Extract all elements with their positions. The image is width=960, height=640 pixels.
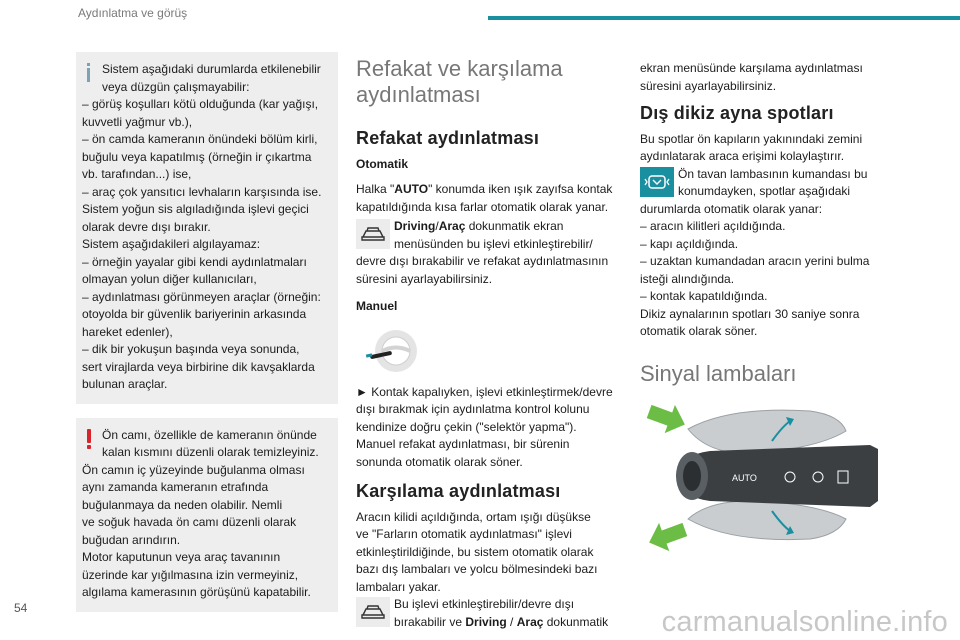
- text-line: durumlarda otomatik olarak yanar:: [640, 201, 823, 216]
- text-line: ve "Farların otomatik aydınlatması" işlevi: [356, 527, 572, 541]
- info-note-line: – dik bir yokuşun başında veya sonunda,: [82, 342, 300, 356]
- text-line: aydınlatarak araca erişimi kolaylaştırır.: [640, 149, 845, 163]
- info-note-line: bulunan araçlar.: [82, 377, 168, 391]
- warning-note-line: Motor kaputunun veya araç tavanının: [82, 550, 281, 564]
- text-line: – kontak kapatıldığında.: [640, 289, 768, 303]
- car-icon: [356, 219, 390, 249]
- text-line: sonunda otomatik olarak söner.: [356, 454, 523, 469]
- info-note-line: – görüş koşulları kötü olduğunda (kar yağışı,: [82, 97, 319, 111]
- text-line: ekran menüsünde karşılama aydınlatması: [640, 61, 863, 75]
- column-2: [356, 52, 622, 631]
- text-line: Dikiz aynalarının spotları 30 saniye sonra: [640, 306, 860, 321]
- warning-note-line: algılama kamerasının görüşünü kapatabilir.: [82, 585, 311, 599]
- warning-note-line: Ön camın iç yüzeyinde buğulanma olması: [82, 462, 305, 477]
- warning-note-line: buğudan arındırın.: [82, 532, 181, 547]
- stalk-auto-label: AUTO: [732, 472, 757, 483]
- text-line: otomatik olarak söner.: [640, 324, 758, 338]
- text-line: kendinize doğru çekin ("selektör yapma").: [356, 419, 577, 434]
- info-note-line: hareket edenler),: [82, 324, 173, 339]
- touchscreen-note: [356, 218, 622, 253]
- column-1: [76, 52, 338, 626]
- section-title-line: aydınlatması: [356, 82, 481, 107]
- warning-note-line: üzerinde kar yığılmasına izin vermeyiniz,: [82, 567, 299, 582]
- watermark: carmanualsonline.info: [661, 606, 948, 638]
- info-note-line: olarak devre dışı bırakır.: [82, 219, 211, 234]
- karsilama-paragraph: [356, 509, 622, 597]
- text-line: Ön tavan lambasının kumandası bu: [678, 166, 868, 181]
- driving-keyword: Driving: [394, 219, 436, 233]
- info-note-line: Sistem yoğun sis algıladığında işlevi geçici: [82, 202, 309, 216]
- text-run: dokunmatik ekran: [465, 219, 564, 233]
- refakat-heading: Refakat aydınlatması: [356, 128, 540, 148]
- text-line: süresini ayarlayabilirsiniz.: [640, 78, 777, 93]
- text-run: bırakabilir ve: [394, 614, 466, 629]
- otomatik-label: Otomatik: [356, 156, 409, 171]
- text-line: etkinleştirildiğinde, bu sistem otomatik olarak: [356, 544, 594, 559]
- text-line: Bu işlevi etkinleştirebilir/devre dışı: [394, 597, 575, 611]
- manuel-label: Manuel: [356, 299, 398, 313]
- text-line: Manuel refakat aydınlatması, bir sürenin: [356, 437, 570, 451]
- text-line: – uzaktan kumandadan aracın yerini bulma: [640, 254, 870, 268]
- steering-wheel-icon: [362, 324, 422, 380]
- auto-paragraph: [356, 181, 622, 216]
- info-note-line: buğulu veya kapatılmış (örneğin ir çıkartma: [82, 149, 312, 164]
- text-line: Aracın kilidi açıldığında, ortam ışığı düşükse: [356, 509, 591, 524]
- text-line: lambaları yakar.: [356, 579, 441, 594]
- manual-paragraph: [356, 384, 622, 472]
- text-run: /: [506, 614, 517, 629]
- turn-signal-stalk-illustration: [640, 401, 880, 561]
- info-note-lead: veya düzgün çalışmayabilir:: [102, 79, 250, 94]
- arac-keyword: Araç: [516, 614, 544, 629]
- continued-paragraph: [640, 60, 880, 95]
- info-note-line: kuvvetli yağmur vb.),: [82, 114, 193, 129]
- section-title: [356, 56, 622, 108]
- car-icon: [356, 597, 390, 627]
- info-note-line: – araç çok yansıtıcı levhaların karşısında ise.: [82, 184, 322, 199]
- info-note-line: sert virajlarda veya birbirine dik kavşaklarda: [82, 359, 315, 374]
- header-section-title: Aydınlatma ve görüş: [78, 6, 188, 20]
- roof-lamp-note: [640, 166, 880, 201]
- info-note: [76, 52, 338, 404]
- text-line: isteği alındığında.: [640, 271, 735, 286]
- auto-keyword: AUTO: [394, 182, 429, 196]
- text-run: dokunmatik: [543, 614, 609, 629]
- dis-dikiz-intro: [640, 131, 880, 166]
- warning-note-lead: kalan kısmını düzenli olarak temizleyiniz.: [102, 445, 319, 459]
- info-note-line: otoyolda bir güvenlik bariyerinin arkasında: [82, 307, 307, 321]
- info-note-line: – örneğin yayalar gibi kendi aydınlatmaları: [82, 254, 307, 269]
- text-line: bazı dış lambaları ve yolcu bölmesindeki bazı: [356, 562, 598, 576]
- driving-keyword: Driving: [465, 614, 507, 629]
- arac-keyword: Araç: [438, 219, 466, 233]
- info-note-lead: Sistem aşağıdaki durumlarda etkilenebilir: [102, 62, 321, 76]
- info-note-line: – ön camda kameranın önündeki bölüm kirli,: [82, 132, 318, 146]
- header-accent-bar: [488, 16, 960, 20]
- info-note-line: Sistem aşağıdakileri algılayamaz:: [82, 237, 261, 251]
- text-line: kapatıldığında kısa farlar otomatik olarak yanar.: [356, 199, 609, 214]
- page-number: 54: [14, 601, 28, 615]
- warning-note-lead: Ön camı, özellikle de kameranın önünde: [102, 427, 317, 442]
- text-line: konumdayken, spotlar aşağıdaki: [678, 184, 851, 198]
- text-line: Bu spotlar ön kapıların yakınındaki zemini: [640, 131, 863, 146]
- arrow-down-left-icon: [644, 515, 690, 556]
- warning-note-line: buğulanmaya da neden olabilir. Nemli: [82, 497, 283, 512]
- text-line: süresini ayarlayabilirsiniz.: [356, 271, 493, 286]
- sinyal-heading: Sinyal lambaları: [640, 360, 797, 386]
- column-3: [640, 52, 880, 561]
- roof-lamp-icon: [640, 167, 674, 197]
- info-note-line: – aydınlatması görünmeyen araçlar (örneğin:: [82, 289, 321, 304]
- warning-note-line: ve soğuk havada ön camı düzenli olarak: [82, 515, 297, 529]
- text-run: Halka ": [356, 182, 395, 196]
- info-note-line: vb. tarafından...) ise,: [82, 167, 192, 181]
- karsilama-heading: Karşılama aydınlatması: [356, 481, 561, 501]
- text-line: dışı bırakmak için aydınlatma kontrol kolunu: [356, 402, 590, 416]
- text-run: /: [435, 219, 439, 233]
- touchscreen-note-2: [356, 596, 622, 631]
- arrow-up-right-icon: [644, 401, 690, 439]
- text-line: devre dışı bırakabilir ve refakat aydınlatmasının: [356, 254, 609, 268]
- info-note-line: olmayan yolun diğer kullanıcıları,: [82, 272, 257, 286]
- text-run: " konumda iken ışık zayıfsa kontak: [428, 182, 613, 196]
- dis-dikiz-heading: Dış dikiz ayna spotları: [640, 103, 834, 123]
- text-line: ► Kontak kapalıyken, işlevi etkinleştirmek/devre: [356, 384, 613, 399]
- warning-note-line: aynı zamanda kameranın etrafında: [82, 480, 269, 494]
- dis-dikiz-list: [640, 201, 880, 341]
- text-line: – kapı açıldığında.: [640, 236, 739, 251]
- info-icon: [87, 63, 90, 82]
- warning-icon: [87, 429, 92, 449]
- text-line: menüsünden bu işlevi etkinleştirebilir/: [394, 236, 593, 251]
- section-title-line: Refakat ve karşılama: [356, 56, 563, 81]
- warning-note: [76, 418, 338, 612]
- text-line: – aracın kilitleri açıldığında.: [640, 219, 786, 233]
